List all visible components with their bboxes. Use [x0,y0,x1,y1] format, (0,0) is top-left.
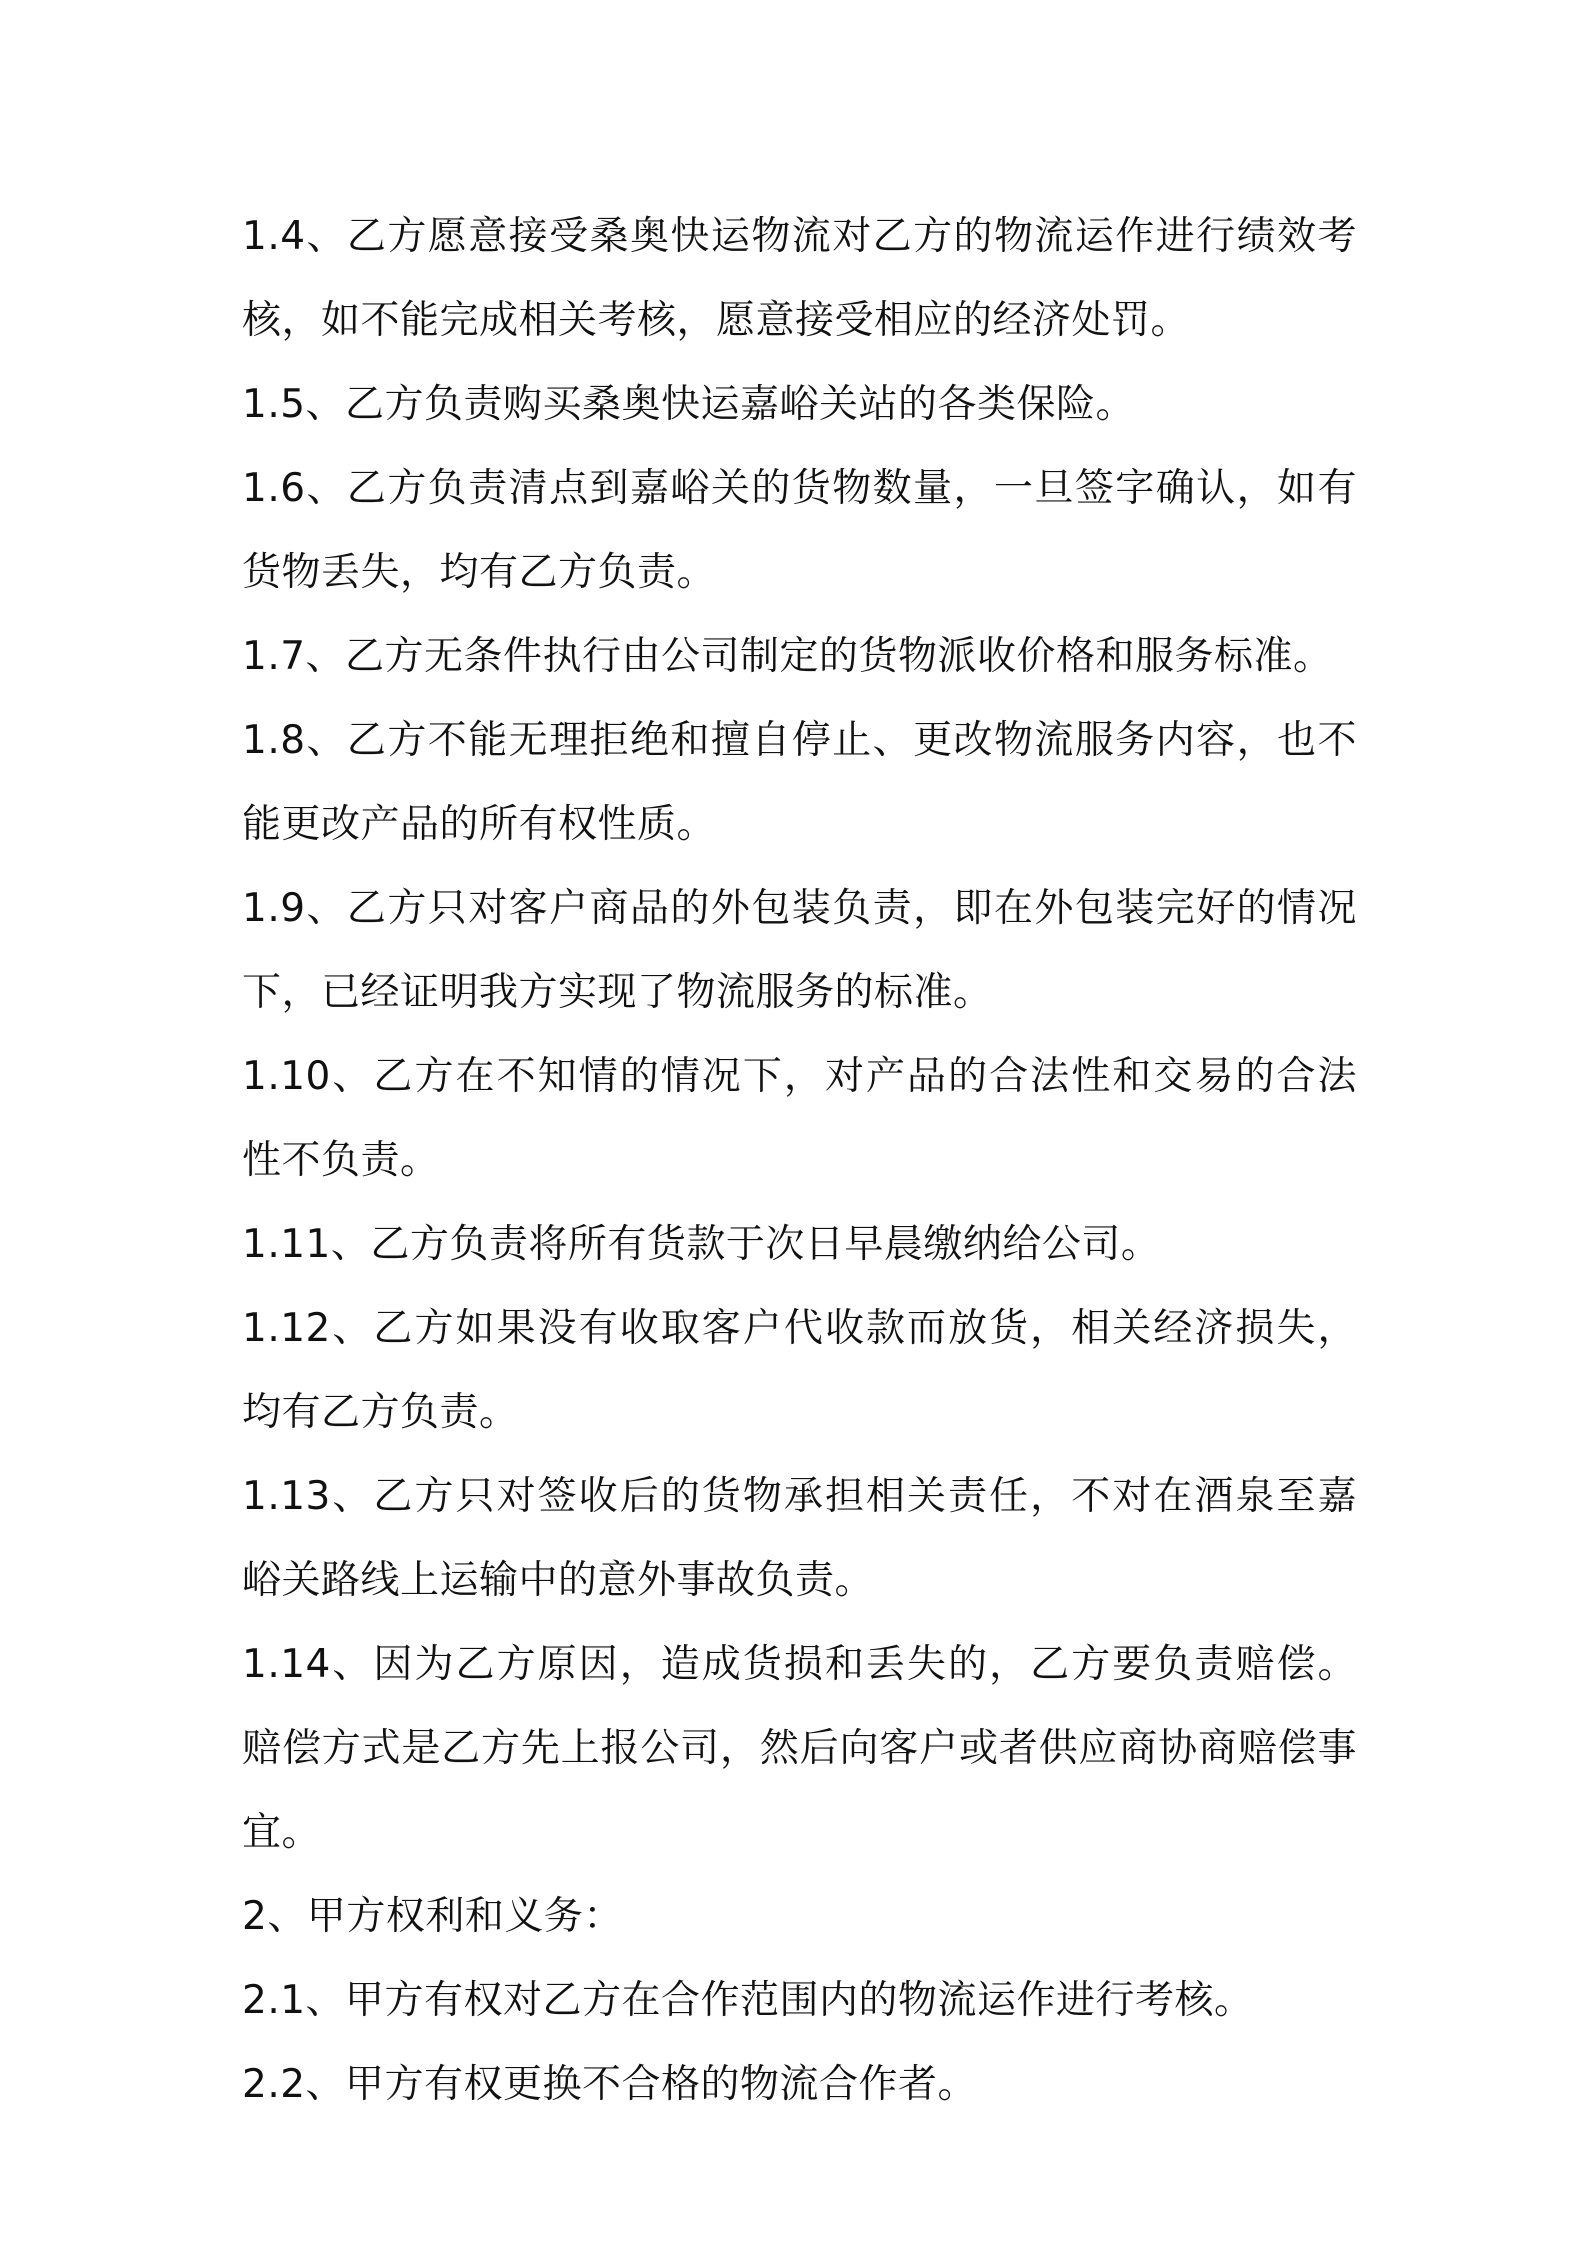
clause-1-12: 1.12、乙方如果没有收取客户代收款而放货，相关经济损失，均有乙方负责。 [242,1306,1357,1435]
clause-1-10: 1.10、乙方在不知情的情况下，对产品的合法性和交易的合法性不负责。 [242,1054,1357,1183]
clause-1-11: 1.11、乙方负责将所有货款于次日早晨缴纳给公司。 [242,1222,1161,1267]
clause-2-1: 2.1、甲方有权对乙方在合作范围内的物流运作进行考核。 [242,1978,1254,2023]
clause-1-9: 1.9、乙方只对客户商品的外包装负责，即在外包装完好的情况下，已经证明我方实现了物流服务的标准。 [242,886,1357,1015]
clause-1-6: 1.6、乙方负责清点到嘉峪关的货物数量，一旦签字确认，如有货物丢失，均有乙方负责。 [242,466,1357,595]
clause-1-8: 1.8、乙方不能无理拒绝和擅自停止、更改物流服务内容，也不能更改产品的所有权性质。 [242,718,1357,847]
section-2-heading: 2、甲方权利和义务： [242,1894,623,1939]
document-body [242,195,1357,2127]
clause-1-5: 1.5、乙方负责购买桑奥快运嘉峪关站的各类保险。 [242,382,1136,427]
clause-2-2: 2.2、甲方有权更换不合格的物流合作者。 [242,2062,978,2107]
clause-1-14: 1.14、因为乙方原因，造成货损和丢失的，乙方要负责赔偿。赔偿方式是乙方先上报公司，然后向客户或者供应商协商赔偿事宜。 [242,1642,1357,1855]
clause-1-13: 1.13、乙方只对签收后的货物承担相关责任，不对在酒泉至嘉峪关路线上运输中的意外事故负责。 [242,1474,1357,1603]
clause-1-7: 1.7、乙方无条件执行由公司制定的货物派收价格和服务标准。 [242,634,1333,679]
clause-1-4: 1.4、乙方愿意接受桑奥快运物流对乙方的物流运作进行绩效考核，如不能完成相关考核，愿意接受相应的经济处罚。 [242,214,1357,343]
